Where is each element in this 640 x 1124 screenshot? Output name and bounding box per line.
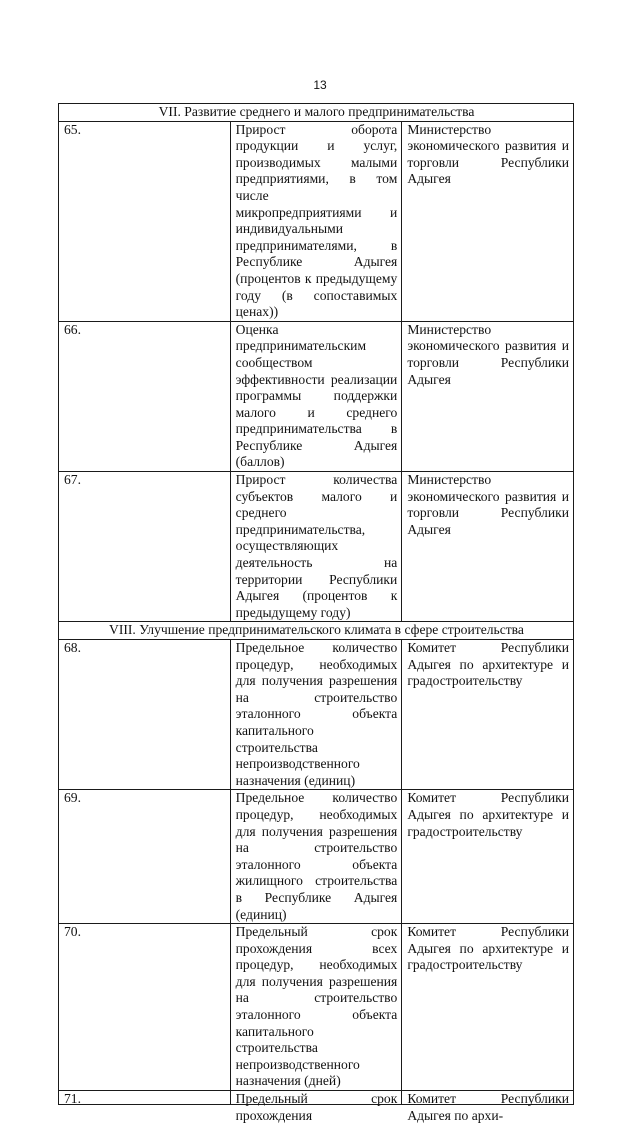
section-title: VII. Развитие среднего и малого предпринимательства [59, 104, 574, 122]
table-row [59, 321, 574, 471]
row-number: 69. [59, 790, 231, 924]
table-row [59, 924, 574, 1091]
row-number: 67. [59, 472, 231, 622]
responsible-cell: Министерство экономического развития и торговли Республики Адыгея [402, 121, 574, 321]
page-number: 13 [313, 78, 327, 92]
responsible-cell: Комитет Республики Адыгея по архитектуре и градостроительству [402, 640, 574, 790]
table-row [59, 640, 574, 790]
section-header-row [59, 104, 574, 122]
responsible-cell: Комитет Республики Адыгея по архитектуре и градостроительству [402, 790, 574, 924]
section-title: VIII. Улучшение предпринимательского климата в сфере строительства [59, 622, 574, 640]
row-number: 70. [59, 924, 231, 1091]
indicator-cell: Предельное количество процедур, необходимых для получения разрешения на строительство эталонного объекта жилищного строительства в Республике Адыгея (единиц) [230, 790, 402, 924]
indicator-cell: Прирост количества субъектов малого и среднего предпринимательства, осуществляющих деятельность на территории Республики Адыгея (процентов к предыдущему году) [230, 472, 402, 622]
indicators-table [58, 103, 574, 1123]
indicator-cell: Предельный срок прохождения всех процедур, необходимых для получения разрешения на строительство эталонного объекта капитального строительства непроизводственного назначения (дней) [230, 924, 402, 1091]
row-number: 68. [59, 640, 231, 790]
section-header-row [59, 622, 574, 640]
indicator-text: Предельный срок прохождения [235, 1091, 398, 1123]
responsible-cell: Комитет Республики Адыгея по архитектуре и градостроительству [402, 924, 574, 1091]
indicator-cell [230, 1091, 402, 1123]
row-number-text: 71. [64, 1091, 81, 1107]
responsible-cell: Министерство экономического развития и торговли Республики Адыгея [402, 472, 574, 622]
responsible-cell: Министерство экономического развития и торговли Республики Адыгея [402, 321, 574, 471]
table-row [59, 1091, 574, 1105]
row-number: 66. [59, 321, 231, 471]
responsible-cell [402, 1091, 574, 1123]
row-number [59, 1091, 231, 1105]
indicator-cell: Оценка предпринимательским сообществом эффективности реализации программы поддержки малого и среднего предпринимательства в Республике Адыгея (баллов) [230, 321, 402, 471]
table-row [59, 790, 574, 924]
table-row [59, 121, 574, 321]
indicator-cell: Предельное количество процедур, необходимых для получения разрешения на строительство эталонного объекта капитального строительства непроизводственного назначения (единиц) [230, 640, 402, 790]
indicator-cell: Прирост оборота продукции и услуг, производимых малыми предприятиями, в том числе микропредприятиями и индивидуальными предпринимателями, в Республике Адыгея (процентов к предыдущему году (в сопоставимых ценах)) [230, 121, 402, 321]
row-number: 65. [59, 121, 231, 321]
responsible-text: Комитет Республики Адыгея по архи- [407, 1091, 569, 1123]
table-row [59, 472, 574, 622]
